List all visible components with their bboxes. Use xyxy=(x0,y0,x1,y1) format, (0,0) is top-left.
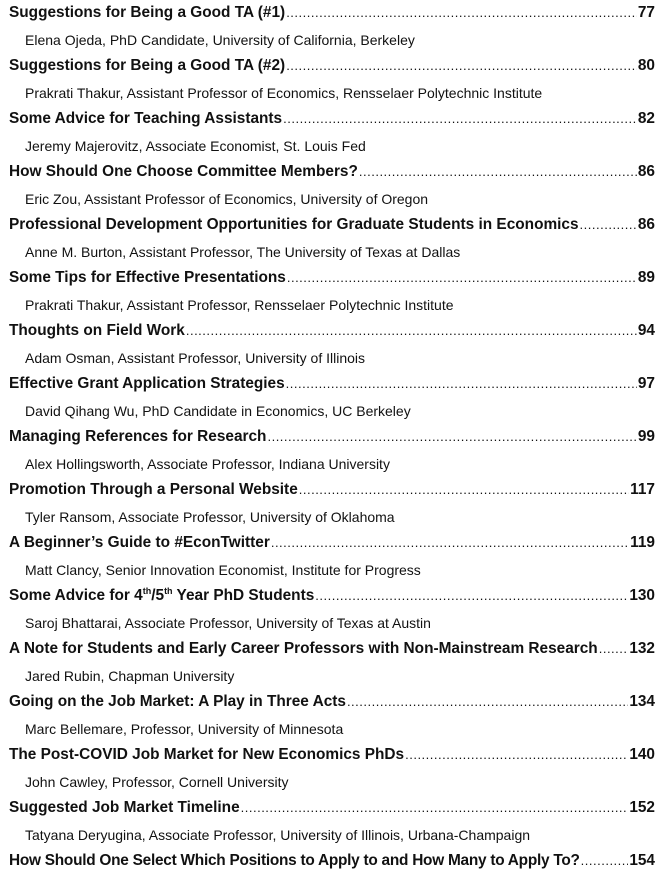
toc-title: How Should One Select Which Positions to Apply to and How Many to Apply To? xyxy=(9,852,580,869)
page-number: 130 xyxy=(629,587,655,604)
dot-leader xyxy=(241,795,629,822)
toc-author: Prakrati Thakur, Assistant Professor of Economics, Rensselaer Polytechnic Institute xyxy=(25,84,543,101)
toc-title-row[interactable] xyxy=(0,477,666,504)
toc-title: The Post-COVID Job Market for New Economics PhDs xyxy=(9,746,405,763)
toc-title-row[interactable] xyxy=(0,848,666,875)
ordinal-superscript: th xyxy=(142,586,152,596)
toc-entry xyxy=(0,636,666,689)
page-number: 119 xyxy=(630,534,655,551)
toc-author: David Qihang Wu, PhD Candidate in Economics, UC Berkeley xyxy=(25,402,411,419)
page-number: 99 xyxy=(637,428,655,445)
page-number: 97 xyxy=(637,375,655,392)
toc-title: Suggested Job Market Timeline xyxy=(9,799,240,816)
toc-author: Marc Bellemare, Professor, University of Minnesota xyxy=(25,720,344,737)
toc-title-row[interactable] xyxy=(0,212,666,239)
toc-title-row[interactable] xyxy=(0,424,666,451)
toc-entry xyxy=(0,530,666,583)
page-number: 80 xyxy=(637,57,655,74)
toc-title: Some Tips for Effective Presentations xyxy=(9,269,286,286)
dot-leader xyxy=(286,0,637,27)
toc-title: Some Advice for Teaching Assistants xyxy=(9,110,283,127)
toc-entry xyxy=(0,159,666,212)
toc-title-row[interactable] xyxy=(0,530,666,557)
ordinal-superscript: th xyxy=(164,586,173,596)
dot-leader xyxy=(186,318,637,345)
dot-leader xyxy=(283,106,637,133)
toc-title-row[interactable] xyxy=(0,265,666,292)
toc-title-row[interactable] xyxy=(0,583,666,610)
dot-leader xyxy=(271,530,629,557)
page-number: 140 xyxy=(629,746,655,763)
dot-leader xyxy=(287,265,637,292)
toc-title: Suggestions for Being a Good TA (#1) xyxy=(9,4,286,21)
dot-leader xyxy=(286,53,637,80)
toc-title-row[interactable] xyxy=(0,795,666,822)
toc-author: Saroj Bhattarai, Associate Professor, University of Texas at Austin xyxy=(25,614,431,631)
page-number: 77 xyxy=(637,4,655,21)
toc-author: Jared Rubin, Chapman University xyxy=(25,667,235,684)
title-part: /5 xyxy=(151,587,165,604)
toc-author: John Cawley, Professor, Cornell University xyxy=(25,773,289,790)
dot-leader xyxy=(405,742,628,769)
dot-leader xyxy=(267,424,636,451)
toc-title-row[interactable] xyxy=(0,0,666,27)
toc-author: Alex Hollingsworth, Associate Professor, Indiana University xyxy=(25,455,390,472)
dot-leader xyxy=(581,848,629,875)
toc-title-row[interactable] xyxy=(0,106,666,133)
toc-title: Going on the Job Market: A Play in Three Acts xyxy=(9,693,346,710)
toc-title-row[interactable] xyxy=(0,689,666,716)
toc-entry xyxy=(0,848,666,875)
page-number: 86 xyxy=(637,163,655,180)
dot-leader xyxy=(599,636,629,663)
page-number: 134 xyxy=(629,693,655,710)
toc-title-row[interactable] xyxy=(0,159,666,186)
toc-title: Professional Development Opportunities for Graduate Students in Economics xyxy=(9,216,579,233)
toc-title-row[interactable] xyxy=(0,742,666,769)
title-part: Some Advice for 4 xyxy=(9,587,143,604)
toc-author: Matt Clancy, Senior Innovation Economist, Institute for Progress xyxy=(25,561,421,578)
toc-title: Thoughts on Field Work xyxy=(9,322,185,339)
page-number: 86 xyxy=(637,216,655,233)
toc-author: Eric Zou, Assistant Professor of Economics, University of Oregon xyxy=(25,190,429,207)
title-part: Year PhD Students xyxy=(172,587,315,604)
toc-entry xyxy=(0,689,666,742)
toc-entry xyxy=(0,0,666,53)
toc-entry xyxy=(0,265,666,318)
toc-entry xyxy=(0,795,666,848)
toc-entry xyxy=(0,212,666,265)
dot-leader xyxy=(315,583,628,610)
page-number: 152 xyxy=(629,799,655,816)
toc-title: Suggestions for Being a Good TA (#2) xyxy=(9,57,286,74)
toc-author: Elena Ojeda, PhD Candidate, University of California, Berkeley xyxy=(25,31,415,48)
toc-entry xyxy=(0,477,666,530)
toc-entry xyxy=(0,742,666,795)
toc-entry xyxy=(0,53,666,106)
toc-title xyxy=(9,583,314,610)
page-number: 89 xyxy=(637,269,655,286)
page-number: 117 xyxy=(630,481,655,498)
toc-title-row[interactable] xyxy=(0,318,666,345)
dot-leader xyxy=(299,477,629,504)
toc-author: Prakrati Thakur, Assistant Professor, Rensselaer Polytechnic Institute xyxy=(25,296,454,313)
dot-leader xyxy=(347,689,628,716)
toc-title: A Beginner’s Guide to #EconTwitter xyxy=(9,534,270,551)
toc-title-row[interactable] xyxy=(0,371,666,398)
toc-author: Adam Osman, Assistant Professor, University of Illinois xyxy=(25,349,366,366)
toc-title: Effective Grant Application Strategies xyxy=(9,375,285,392)
toc-title-row[interactable] xyxy=(0,53,666,80)
dot-leader xyxy=(580,212,637,239)
toc-entry xyxy=(0,106,666,159)
page-number: 154 xyxy=(629,852,655,869)
page-number: 82 xyxy=(637,110,655,127)
toc-title-row[interactable] xyxy=(0,636,666,663)
toc-entry xyxy=(0,371,666,424)
toc-author: Tyler Ransom, Associate Professor, University of Oklahoma xyxy=(25,508,395,525)
toc-title: How Should One Choose Committee Members? xyxy=(9,163,358,180)
toc-entry xyxy=(0,424,666,477)
toc-author: Tatyana Deryugina, Associate Professor, University of Illinois, Urbana-Champaign xyxy=(25,826,531,843)
toc-title: A Note for Students and Early Career Professors with Non-Mainstream Research xyxy=(9,640,598,657)
toc-author: Anne M. Burton, Assistant Professor, The University of Texas at Dallas xyxy=(25,243,461,260)
toc-entry xyxy=(0,583,666,636)
dot-leader xyxy=(359,159,637,186)
toc-entry xyxy=(0,318,666,371)
page-number: 132 xyxy=(629,640,655,657)
dot-leader xyxy=(286,371,637,398)
toc-title: Managing References for Research xyxy=(9,428,267,445)
toc-author: Jeremy Majerovitz, Associate Economist, St. Louis Fed xyxy=(25,137,366,154)
toc-title: Promotion Through a Personal Website xyxy=(9,481,298,498)
page-number: 94 xyxy=(637,322,655,339)
